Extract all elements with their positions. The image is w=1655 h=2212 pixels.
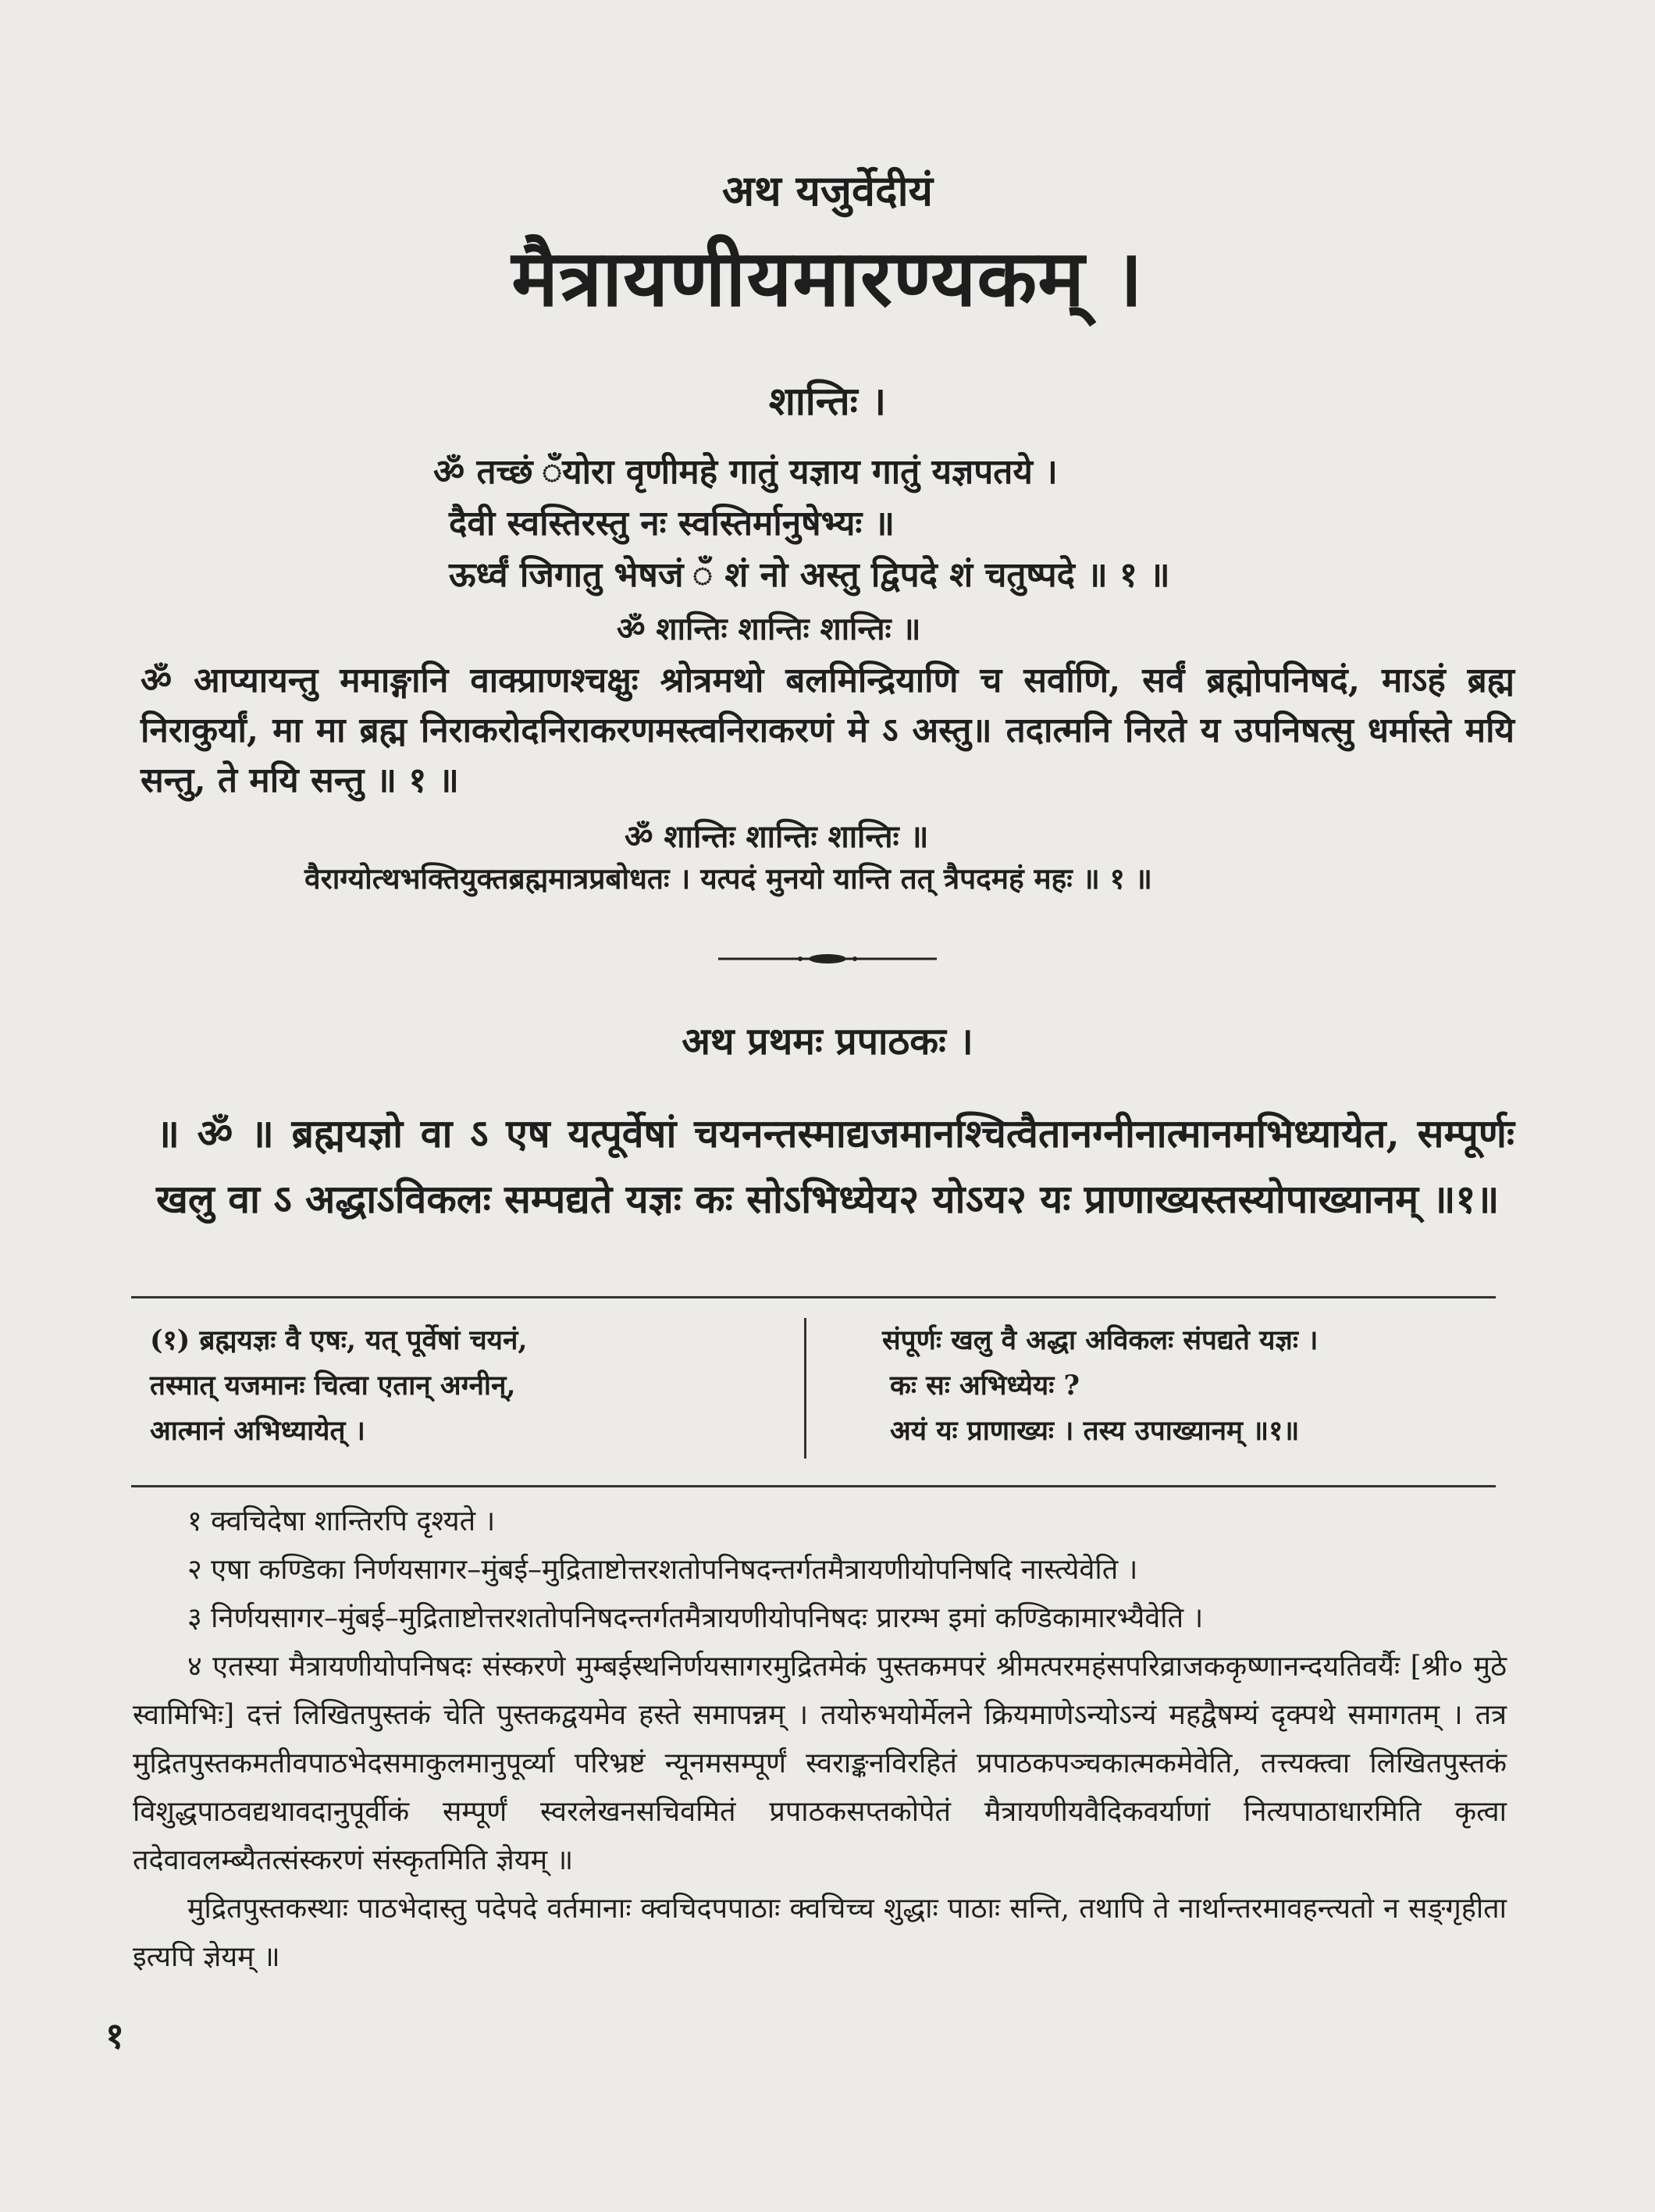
shanti-mantra-line-1: ॐ तच्छं ँयोरा वृणीमहे गातुं यज्ञाय गातुं यज्ञपतये । (433, 452, 1058, 492)
om-shanti-line-2: ॐ शान्तिः शान्तिः शान्तिः ॥ (625, 818, 929, 855)
gloss-left-line: (१) ब्रह्मयज्ञः वै एषः, यत् पूर्वेषां चयनं, (150, 1324, 528, 1356)
footnote-2: २ एषा कण्डिका निर्णयसागर–मुंबई–मुद्रिताष्टोत्तरशतोपनिषदन्तर्गतमैत्रायणीयोपनिषदि नास्त्येवेति । (187, 1554, 1138, 1586)
page-title: मैत्रायणीयमारण्यकम् । (511, 232, 1144, 324)
pre-title: अथ यजुर्वेदीयं (722, 166, 933, 216)
prapathaka-heading: अथ प्रथमः प्रपाठकः । (682, 1020, 973, 1063)
gloss-right-line: संपूर्णः खलु वै अद्धा अविकलः संपद्यते यज्ञः । (882, 1324, 1319, 1356)
gloss-column-divider (804, 1318, 806, 1459)
footnote-1: १ क्वचिदेषा शान्तिरपि दृश्यते । (187, 1505, 496, 1537)
gloss-right-line: कः सः अभिध्येयः ? (890, 1370, 1080, 1402)
shanti-mantra-line-2: दैवी स्वस्तिरस्तु नः स्वस्तिर्मानुषेभ्यः ॥ (449, 504, 895, 543)
footnotes-top-rule (131, 1485, 1496, 1487)
gloss-right-line: अयं यः प्राणाख्यः । तस्य उपाख्यानम् ॥१॥ (890, 1415, 1300, 1447)
ornament-divider (718, 953, 937, 965)
footnotes (133, 1498, 1507, 1982)
gloss-left-column (150, 1318, 528, 1454)
page-mark: १ (105, 2014, 124, 2057)
gloss-left-line: आत्मानं अभिध्यायेत् । (150, 1415, 365, 1447)
apyayantu-paragraph: ॐ आप्यायन्तु ममाङ्गानि वाक्प्राणश्चक्षुः श्रोत्रमथो बलमिन्द्रियाणि च सर्वाणि, सर्वं ब्रह्मोपनिषदं, माऽहं ब्रह्म निराकुर्यां, मा मा ब्रह्म निराकरोदनिराकरणमस्त्वनिराकरणं मे ऽ अस्तु॥ तदात्मनि निरते य उपनिषत्सु धर्मास्ते मयि सन्तु, ते मयि सन्तु ॥ १ ॥ (141, 661, 1514, 800)
om-shanti-line-1: ॐ शान्तिः शान्तिः शान्तिः ॥ (617, 611, 921, 647)
sutra-paragraph: ॥ ॐ ॥ ब्रह्मयज्ञो वा ऽ एष यत्पूर्वेषां चयनन्तस्माद्यजमानश्चित्वैतानग्नीनात्मानमभिध्यायेत, सम्पूर्णः खलु वा ऽ अद्धाऽविकलः सम्पद्यते यज्ञः कः सोऽभिध्येय२ योऽय२ यः प्राणाख्यस्तस्योपाख्यानम् ॥१॥ (156, 1110, 1514, 1222)
vairagya-verse: वैराग्योत्थभक्तियुक्तब्रह्ममात्रप्रबोधतः । यत्पदं मुनयो यान्ति तत् त्रैपदमहं महः ॥ १ ॥ (304, 861, 1152, 896)
gloss-left-line: तस्मात् यजमानः चित्वा एतान् अग्नीन्, (150, 1370, 516, 1402)
gloss-top-rule (131, 1296, 1496, 1298)
footnote-4: ४ एतस्या मैत्रायणीयोपनिषदः संस्करणे मुम्बईस्थनिर्णयसागरमुद्रितमेकं पुस्तकमपरं श्रीमत्परमहंसपरिव्राजककृष्णानन्दयतिवर्यैः [श्री० मुठे स्वामिभिः] दत्तं लिखितपुस्तकं चेति पुस्तकद्वयमेव हस्ते समापन्नम् । तयोरुभयोर्मेलने क्रियमाणेऽन्योऽन्यं महद्वैषम्यं दृक्पथे समागतम् । तत्र मुद्रितपुस्तकमतीवपाठभेदसमाकुलमानुपूर्व्या परिभ्रष्टं न्यूनमसम्पूर्णं स्वराङ्कनविरहितं प्रपाठकपञ्चकात्मकमेवेति, तत्त्यक्त्वा लिखितपुस्तकं विशुद्धपाठवद्यथावदानुपूर्वीकं सम्पूर्णं स्वरलेखनसचिवमितं प्रपाठकसप्तकोपेतं मैत्रायणीयवैदिकवर्याणां नित्यपाठाधारमिति कृत्वा तदेवावलम्ब्यैतत्संस्करणं संस्कृतमिति ज्ञेयम् ॥ (133, 1651, 1507, 1876)
footnote-3: ३ निर्णयसागर–मुंबई–मुद्रिताष्टोत्तरशतोपनिषदन्तर्गतमैत्रायणीयोपनिषदः प्रारम्भ इमां कण्डिकामारभ्यैवेति । (187, 1602, 1204, 1634)
shanti-mantra-line-3: ऊर्ध्वं जिगातु भेषजं ँ शं नो अस्तु द्विपदे शं चतुष्पदे ॥ १ ॥ (449, 555, 1170, 595)
footnote-5: मुद्रितपुस्तकस्थाः पाठभेदास्तु पदेपदे वर्तमानाः क्वचिदपपाठाः क्वचिच्च शुद्धाः पाठाः सन्ति, तथापि ते नार्थान्तरमावहन्त्यतो न सङ्गृहीता इत्यपि ज्ञेयम् ॥ (133, 1893, 1507, 1973)
shanti-heading: शान्तिः । (768, 378, 887, 424)
gloss-right-column (882, 1318, 1318, 1454)
